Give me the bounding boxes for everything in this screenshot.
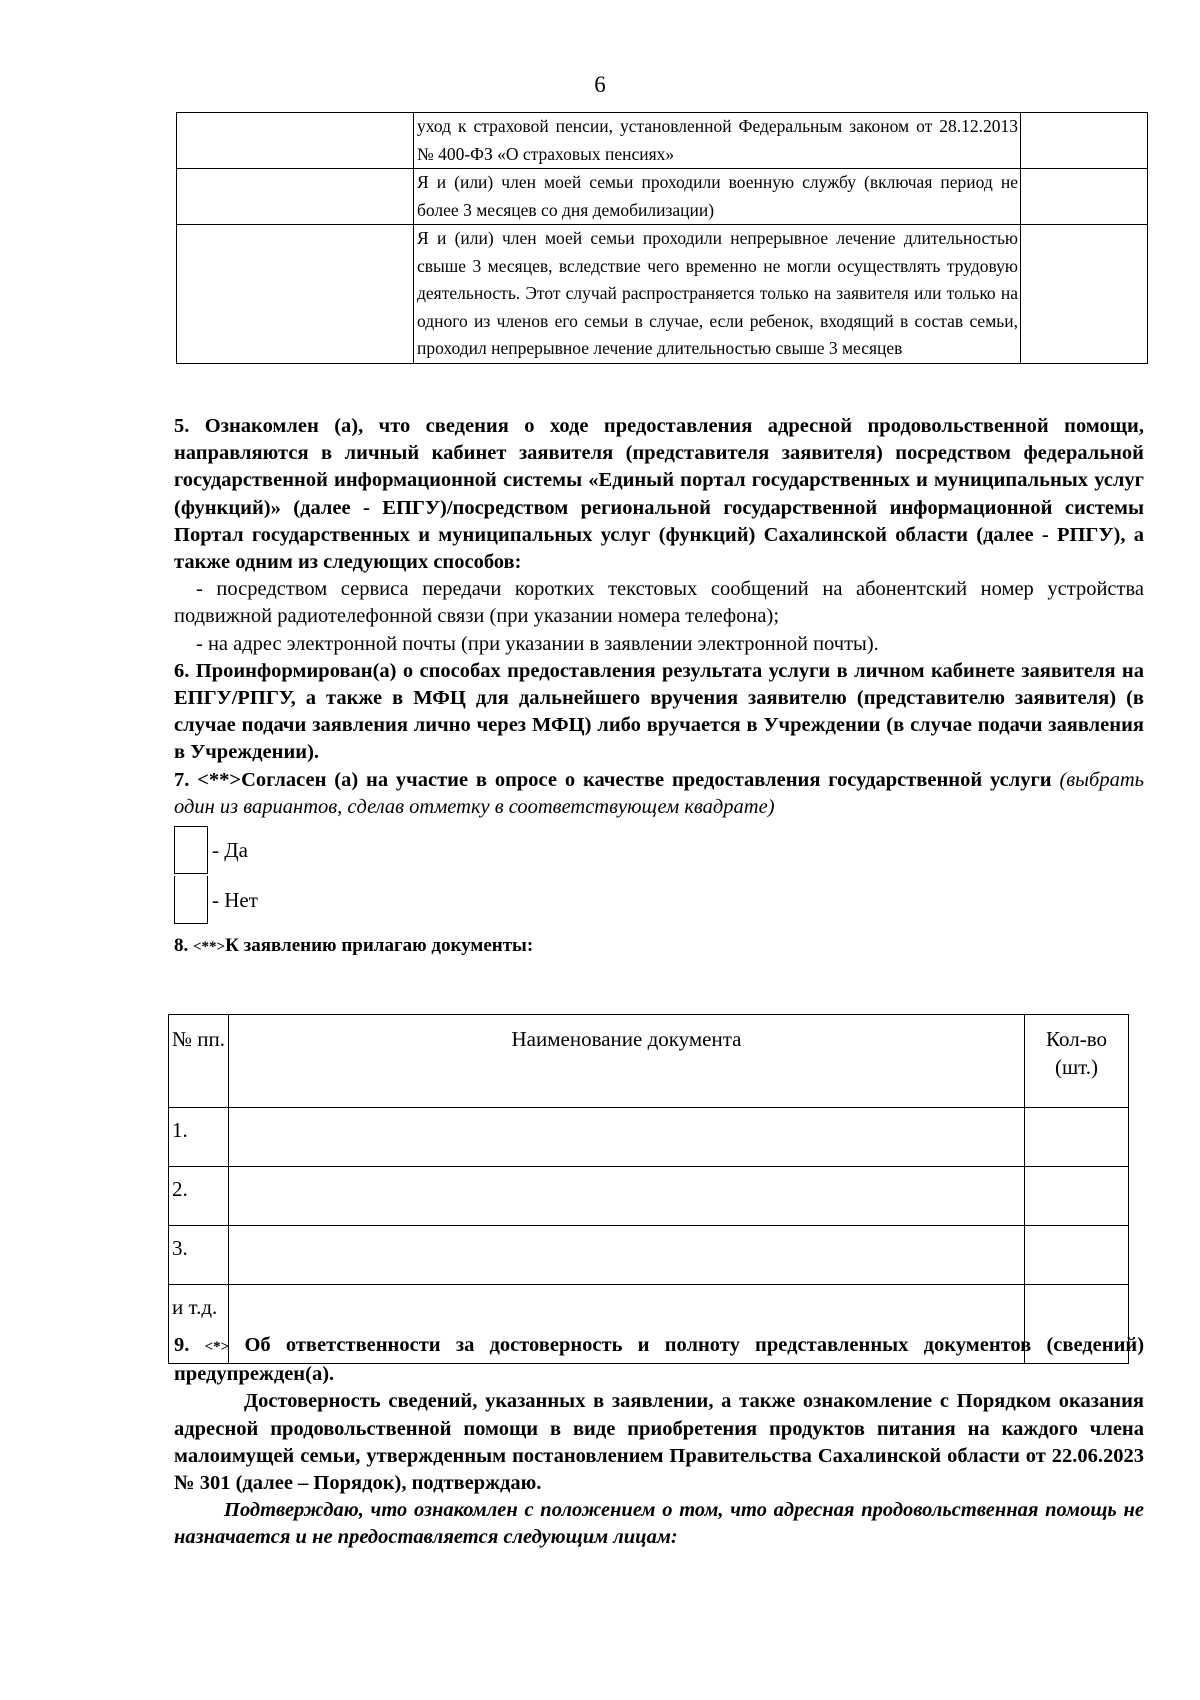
section-7-text [174, 767, 1144, 821]
row-number: 3. [169, 1226, 229, 1285]
section-7-statement: 7. <**>Согласен (а) на участие в опросе о качестве предоставления государственной услуги [174, 768, 1052, 791]
document-name-field[interactable] [229, 1108, 1025, 1167]
document-name-field[interactable] [229, 1226, 1025, 1285]
section-5-option-sms: - посредством сервиса передачи коротких текстовых сообщений на абонентский номер устройства подвижной радиотелефонной связи (при указании номера телефона); [174, 578, 1144, 628]
section-9-text [174, 1332, 1144, 1388]
section-5-option-email: - на адрес электронной почты (при указании в заявлении электронной почты). [196, 632, 879, 655]
table-cell-text [414, 225, 1021, 364]
table-cell-empty [177, 113, 414, 169]
header-quantity: Кол-во (шт.) [1025, 1015, 1129, 1108]
survey-choices [174, 825, 1144, 925]
circumstance-military: Я и (или) член моей семьи проходили военную службу (включая период не более 3 месяцев со дня демобилизации) [417, 172, 1018, 220]
reliability-statement: Достоверность сведений, указанных в заявлении, а также ознакомление с Порядком оказания адресной продовольственной помощи в виде приобретения продуктов питания на каждого члена малоимущей семьи, утвержденным постановлением Правительства Сахалинской области от 22.06.2023 № 301 (далее – Порядок), подтверждаю. [174, 1390, 1144, 1495]
row-number: 1. [169, 1108, 229, 1167]
yes-label: - Да [212, 837, 248, 862]
header-number: № пп. [169, 1015, 229, 1108]
quantity-field[interactable] [1025, 1167, 1129, 1226]
section-8-text: К заявлению прилагаю документы: [225, 935, 534, 957]
page-number: 6 [594, 72, 606, 97]
section-8-number: 8. [174, 935, 189, 957]
table-row [177, 113, 1148, 169]
confirmation-statement: Подтверждаю, что ознакомлен с положением о том, что адресная продовольственная помощь не назначается и не предоставляется следующим лицам: [174, 1499, 1144, 1549]
statements-block [174, 413, 1144, 957]
table-cell-empty [177, 225, 414, 364]
row-number: и т.д. [169, 1285, 229, 1364]
section-9-statement: Об ответственности за достоверность и полноту представленных документов (сведений) предупрежден(а). [174, 1334, 1145, 1386]
table-row [169, 1226, 1129, 1285]
quantity-field[interactable] [1025, 1108, 1129, 1167]
header-document-name: Наименование документа [229, 1015, 1025, 1108]
table-row [177, 225, 1148, 364]
table-row [169, 1167, 1129, 1226]
section-5-text: 5. Ознакомлен (а), что сведения о ходе предоставления адресной продовольственной помощи, направляются в личный кабинет заявителя (представителя заявителя) посредством федеральной государственной информационной системы «Единый портал государственных и муниципальных услуг (функций)» (далее - ЕПГУ)/посредством региональной государственной информационной системы Портал государственных и муниципальных услуг (функций) Сахалинской области (далее - РПГУ), а также одним из следующих способов: [174, 415, 1144, 574]
section-8-heading [174, 935, 1144, 957]
section-9-mark: <*> [204, 1339, 230, 1355]
choice-no[interactable] [174, 875, 1144, 925]
no-label: - Нет [212, 887, 258, 912]
table-row [169, 1108, 1129, 1167]
circumstance-treatment: Я и (или) член моей семьи проходили непрерывное лечение длительностью свыше 3 месяцев, вследствие чего временно не могли осуществлять трудовую деятельность. Этот случай распространяется только на заявителя или только на одного из членов его семьи в случае, если ребенок, входящий в состав семьи, проходил непрерывное лечение длительностью свыше 3 месяцев [417, 228, 1018, 358]
no-checkbox[interactable] [174, 876, 208, 924]
section-6-text: 6. Проинформирован(а) о способах предоставления результата услуги в личном кабинете заявителя на ЕПГУ/РПГУ, а также в МФЦ для дальнейшего вручения заявителю (представителю заявителя) (в случае подачи заявления лично через МФЦ) либо вручается в Учреждении (в случае подачи заявления в Учреждении). [174, 659, 1144, 764]
circumstance-pension: уход к страховой пенсии, установленной Федеральным законом от 28.12.2013 № 400-ФЗ «О страховых пенсиях» [417, 116, 1018, 164]
section-7-note: (выбрать один из вариантов, сделав отметку в соответствующем квадрате) [174, 768, 1144, 818]
yes-checkbox[interactable] [174, 826, 208, 874]
row-number: 2. [169, 1167, 229, 1226]
responsibility-block [174, 1332, 1144, 1552]
section-9-number: 9. [174, 1334, 190, 1356]
document-name-field[interactable] [229, 1167, 1025, 1226]
section-8-mark: <**> [193, 939, 226, 956]
table-row [177, 169, 1148, 225]
table-cell-mark[interactable] [1021, 113, 1148, 169]
quantity-field[interactable] [1025, 1226, 1129, 1285]
table-header-row [169, 1015, 1129, 1108]
table-cell-mark[interactable] [1021, 225, 1148, 364]
income-circumstances-table [176, 112, 1148, 364]
table-cell-text [414, 169, 1021, 225]
table-cell-mark[interactable] [1021, 169, 1148, 225]
table-cell-empty [177, 169, 414, 225]
table-cell-text [414, 113, 1021, 169]
documents-table [168, 1014, 1129, 1364]
choice-yes[interactable] [174, 825, 1144, 875]
